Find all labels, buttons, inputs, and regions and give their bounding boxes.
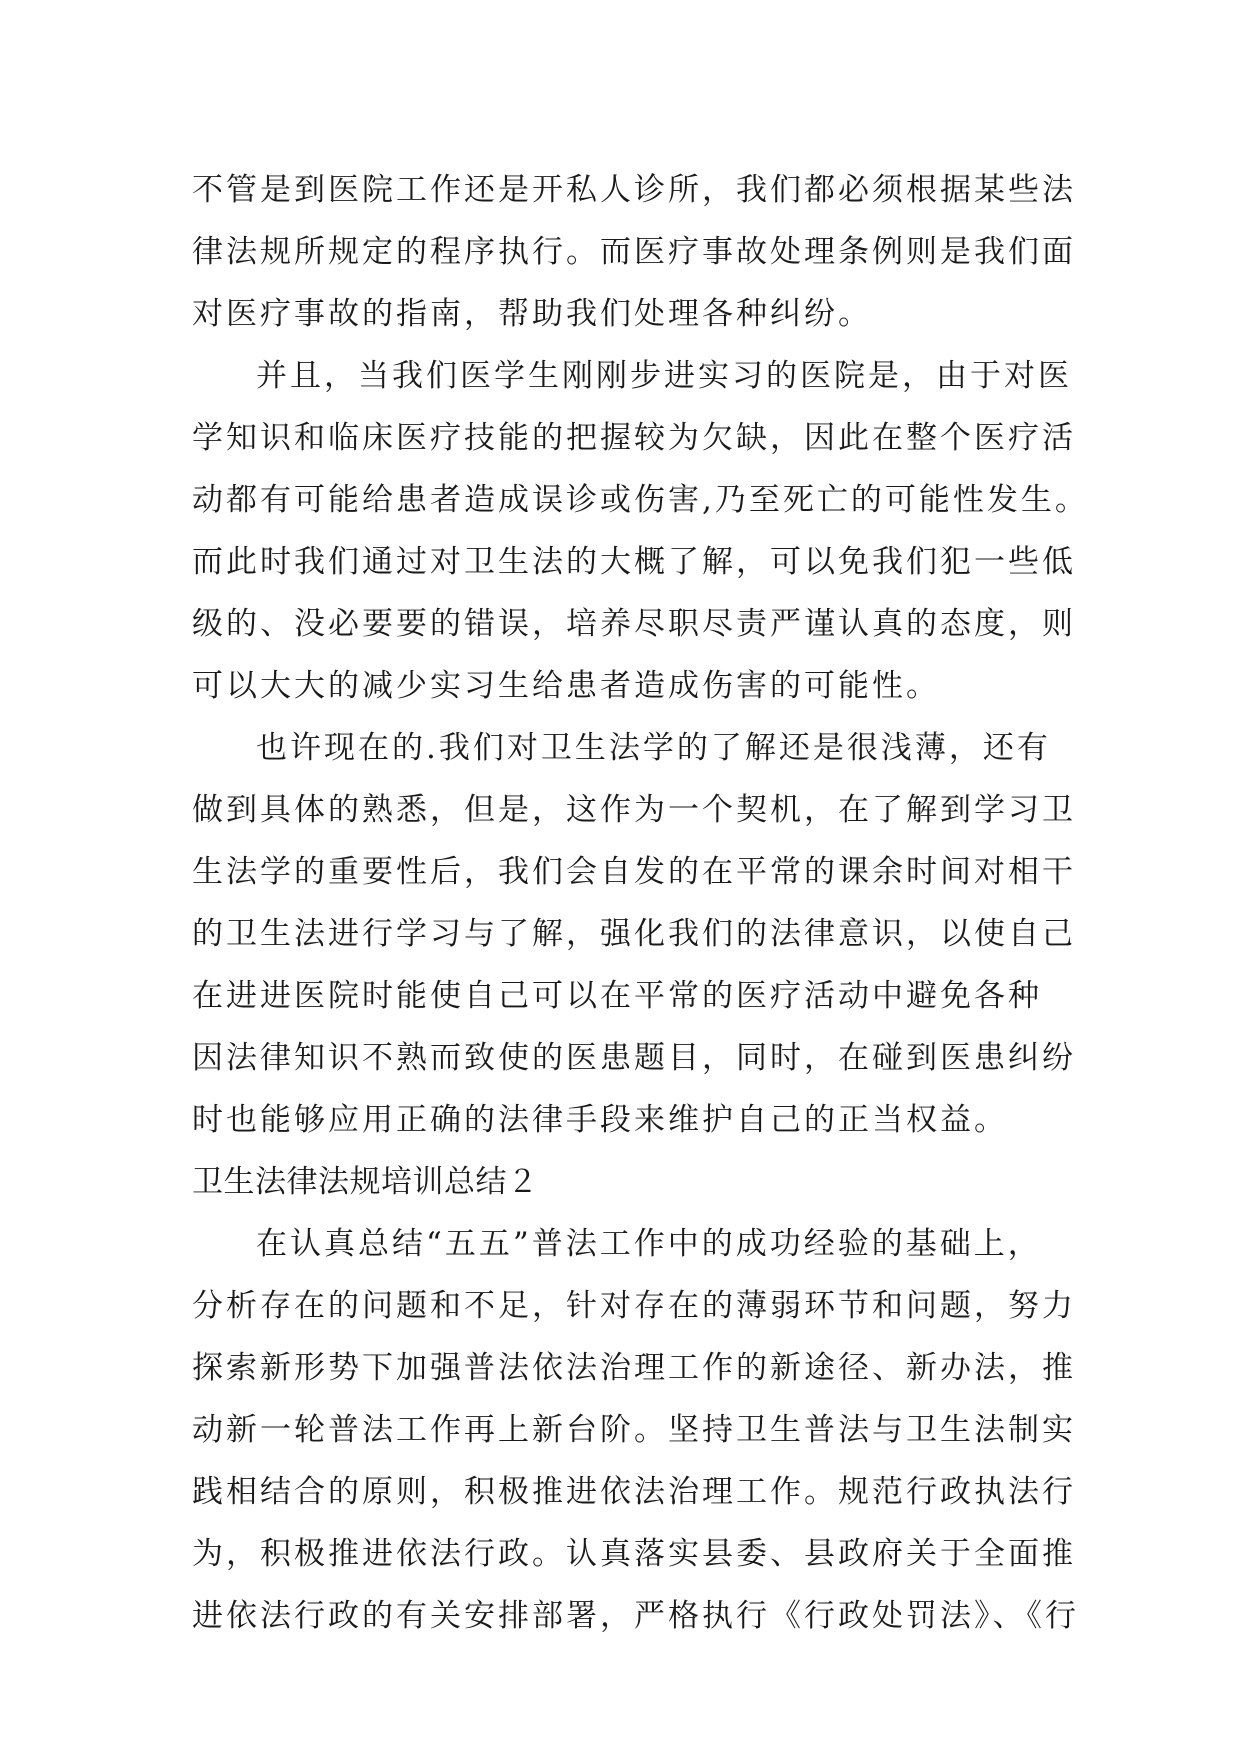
text-line: 时也能够应用正确的法律手段来维护自己的正当权益。 xyxy=(192,1102,1008,1138)
text-line: 的卫生法进行学习与了解，强化我们的法律意识，以使自己 xyxy=(192,916,1076,952)
document-body xyxy=(192,159,1089,1647)
section-heading: 卫生法律法规培训总结２ xyxy=(192,1164,539,1200)
paragraph-1 xyxy=(192,159,1076,345)
text-line: 可以大大的减少实习生给患者造成伤害的可能性。 xyxy=(192,668,940,704)
text-line: 并且，当我们医学生刚刚步进实习的医院是，由于对医 xyxy=(256,358,1072,394)
text-line: 做到具体的熟悉，但是，这作为一个契机，在了解到学习卫 xyxy=(192,792,1076,828)
text-line: 践相结合的原则，积极推进依法治理工作。规范行政执法行 xyxy=(192,1474,1076,1510)
text-line: 不管是到医院工作还是开私人诊所，我们都必须根据某些法 xyxy=(192,172,1076,208)
text-line: 在进进医院时能使自己可以在平常的医疗活动中避免各种 xyxy=(192,978,1042,1014)
paragraph-3 xyxy=(192,717,1076,1151)
text-line: 动新一轮普法工作再上新台阶。坚持卫生普法与卫生法制实 xyxy=(192,1412,1076,1448)
text-line: 而此时我们通过对卫生法的大概了解，可以免我们犯一些低 xyxy=(192,544,1076,580)
text-line: 动都有可能给患者造成误诊或伤害,乃至死亡的可能性发生。 xyxy=(192,482,1089,518)
paragraph-2 xyxy=(192,345,1089,717)
text-line: 律法规所规定的程序执行。而医疗事故处理条例则是我们面 xyxy=(192,234,1076,270)
text-line: 也许现在的.我们对卫生法学的了解还是很浅薄，还有 xyxy=(256,730,1051,766)
text-line: 在认真总结“五五”普法工作中的成功经验的基础上， xyxy=(256,1226,1042,1262)
text-line: 进依法行政的有关安排部署，严格执行《行政处罚法》、《行 xyxy=(192,1598,1079,1634)
text-line: 探索新形势下加强普法依法治理工作的新途径、新办法，推 xyxy=(192,1350,1076,1386)
text-line: 学知识和临床医疗技能的把握较为欠缺，因此在整个医疗活 xyxy=(192,420,1076,456)
text-line: 为，积极推进依法行政。认真落实县委、县政府关于全面推 xyxy=(192,1536,1076,1572)
text-line: 级的、没必要要的错误，培养尽职尽责严谨认真的态度，则 xyxy=(192,606,1076,642)
text-line: 对医疗事故的指南，帮助我们处理各种纠纷。 xyxy=(192,296,872,332)
text-line: 生法学的重要性后，我们会自发的在平常的课余时间对相干 xyxy=(192,854,1076,890)
paragraph-4 xyxy=(192,1213,1079,1647)
text-line: 因法律知识不熟而致使的医患题目，同时，在碰到医患纠纷 xyxy=(192,1040,1076,1076)
text-line: 分析存在的问题和不足，针对存在的薄弱环节和问题，努力 xyxy=(192,1288,1076,1324)
